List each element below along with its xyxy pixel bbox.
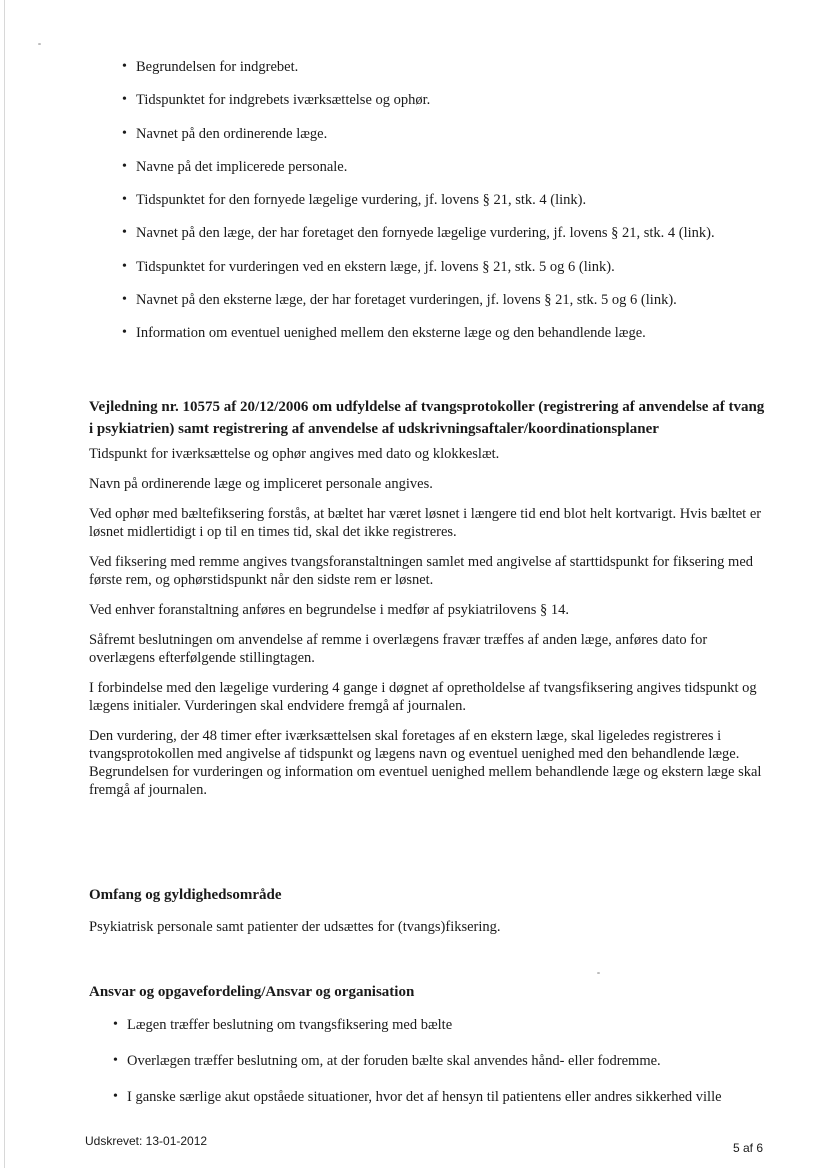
ansvar-list [113,1016,722,1124]
list-item-text: Navnet på den ordinerende læge. [136,125,328,142]
bullet-icon: • [122,158,127,174]
bullet-icon: • [122,225,127,241]
vejledning-section [89,396,769,811]
bullet-icon: • [122,59,127,74]
list-item-text: Tidspunktet for indgrebets iværksættelse og ophør. [136,92,431,109]
section-heading: Omfang og gyldighedsområde [89,887,282,903]
requirements-list [122,58,715,358]
list-item [122,58,715,91]
list-item [122,324,715,357]
list-item [122,291,715,324]
bullet-icon: • [113,1017,118,1032]
list-item-text: Lægen træffer beslutning om tvangsfiksering med bælte [127,1017,453,1033]
section-heading: Vejledning nr. 10575 af 20/12/2006 om udfyldelse af tvangsprotokoller (registrering af anvendelse af tvang i psykiatrien) samt registrering af anvendelse af udskrivningsaftaler/koordinationsplaner [89,399,765,437]
list-item [122,191,715,224]
list-item-text: Begrundelsen for indgrebet. [136,59,299,75]
list-item [113,1088,722,1124]
bullet-icon: • [113,1053,118,1068]
list-item-text: Navne på det implicerede personale. [136,158,348,175]
paragraph: Tidspunkt for iværksættelse og ophør angives med dato og klokkeslæt. [89,446,500,462]
list-item-text: Overlægen træffer beslutning om, at der foruden bælte skal anvendes hånd- eller fodremme. [127,1053,661,1069]
list-item-text: Navnet på den eksterne læge, der har foretaget vurderingen, jf. lovens § 21, stk. 5 og 6 (link). [136,292,677,309]
scan-speck [597,972,600,974]
list-item [113,1052,722,1088]
paragraph: Psykiatrisk personale samt patienter der udsættes for (tvangs)fiksering. [89,919,501,935]
paragraph: Den vurdering, der 48 timer efter iværksættelsen skal foretages af en ekstern læge, skal ligeledes registreres i tvangsprotokollen med angivelse af tidspunkt og lægens navn og eventuel uenighed med den behandlende læge. Begrundelsen for vurderingen og information om eventuel uenighed mellem behandlende læge og ekstern læge skal fremgå af journalen. [89,728,762,798]
omfang-section [89,884,769,936]
list-item-text: I ganske særlige akut opståede situationer, hvor det af hensyn til patientens eller andres sikkerhed ville [127,1089,722,1105]
page-number: 5 af 6 [733,1141,764,1155]
list-item-text: Tidspunktet for den fornyede lægelige vurdering, jf. lovens § 21, stk. 4 (link). [136,192,587,209]
list-item [122,158,715,191]
paragraph: Navn på ordinerende læge og impliceret personale angives. [89,476,433,492]
list-item [122,224,715,257]
section-heading: Ansvar og opgavefordeling/Ansvar og organisation [89,984,415,1000]
print-date: Udskrevet: 13-01-2012 [85,1134,208,1148]
paragraph: Såfremt beslutningen om anvendelse af remme i overlægens fravær træffes af anden læge, anføres dato for overlægens efterfølgende stillingtagen. [89,632,708,666]
bullet-icon: • [122,325,127,341]
paragraph: Ved enhver foranstaltning anføres en begrundelse i medfør af psykiatrilovens § 14. [89,602,569,618]
list-item [122,91,715,124]
list-item [122,125,715,158]
bullet-icon: • [122,92,127,108]
paragraph: I forbindelse med den lægelige vurdering 4 gange i døgnet af opretholdelse af tvangsfiksering angives tidspunkt og lægens initialer. Vurderingen skal endvidere fremgå af journalen. [89,680,757,714]
paragraph: Ved fiksering med remme angives tvangsforanstaltningen samlet med angivelse af starttidspunkt for fiksering med første rem, og ophørstidspunkt når den sidste rem er løsnet. [89,554,754,588]
scan-edge-line [4,0,5,1168]
list-item-text: Tidspunktet for vurderingen ved en ekstern læge, jf. lovens § 21, stk. 5 og 6 (link). [136,258,615,275]
bullet-icon: • [122,125,127,141]
list-item-text: Information om eventuel uenighed mellem den eksterne læge og den behandlende læge. [136,325,646,342]
bullet-icon: • [122,258,127,274]
list-item [122,258,715,291]
list-item-text: Navnet på den læge, der har foretaget den fornyede lægelige vurdering, jf. lovens § 21, stk. 4 (link). [136,225,715,242]
list-item [113,1016,722,1052]
bullet-icon: • [113,1089,118,1104]
paragraph: Ved ophør med bæltefiksering forstås, at bæltet har været løsnet i længere tid end blot helt kortvarigt. Hvis bæltet er løsnet midlertidigt i op til en times tid, skal det ikke registreres. [89,506,762,540]
bullet-icon: • [122,192,127,208]
scan-speck [38,43,41,45]
bullet-icon: • [122,292,127,308]
